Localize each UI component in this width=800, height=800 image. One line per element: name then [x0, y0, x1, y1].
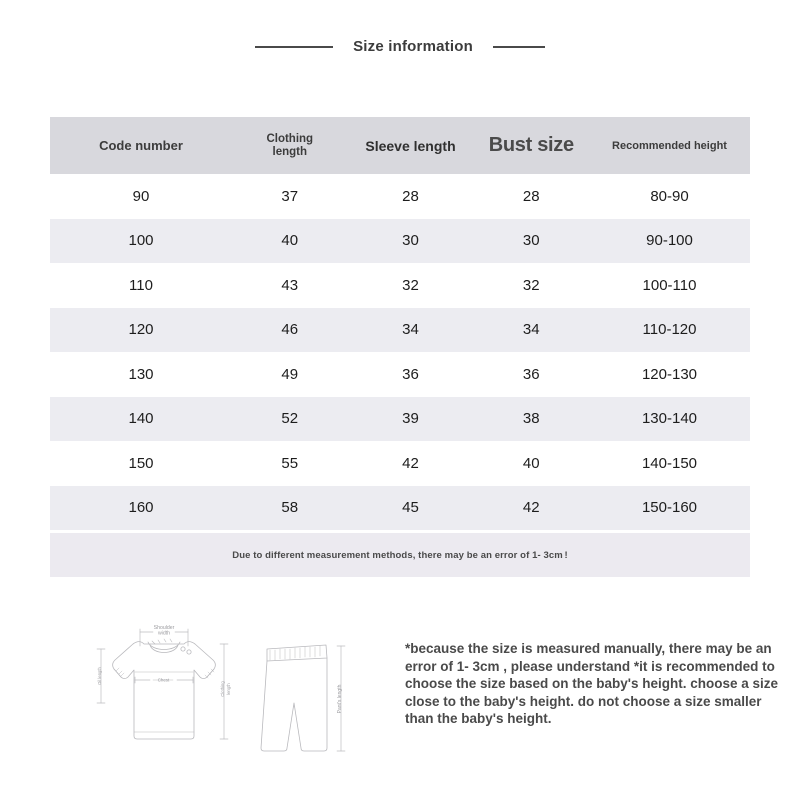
pants-illustration [261, 645, 327, 751]
cell-code-number: 120 [128, 321, 154, 339]
cell-sleeve-length: 28 [402, 187, 419, 205]
table-header-bust-size: Bust size [488, 134, 574, 156]
cell-clothing-length: 55 [281, 454, 299, 472]
cell-bust-size: 40 [522, 454, 540, 472]
table-row [50, 352, 750, 397]
measurement-note-text: Due to different measurement methods, there may be an error of 1- 3cm ! [232, 549, 568, 561]
diagram-label-clothing-length-line2: length [226, 683, 231, 695]
table-row [50, 441, 750, 486]
table-header-clothing-length-line1: Clothing [266, 132, 314, 145]
cell-bust-size: 42 [522, 499, 540, 517]
cell-code-number: 90 [132, 187, 150, 205]
cell-sleeve-length: 42 [402, 454, 419, 472]
cell-sleeve-length: 36 [402, 365, 419, 383]
cell-recommended-height: 140-150 [641, 454, 698, 472]
cell-code-number: 100 [128, 232, 154, 250]
measurement-note-bar [50, 533, 750, 577]
table-row [50, 263, 750, 308]
cell-sleeve-length: 39 [402, 410, 419, 428]
cell-bust-size: 34 [522, 321, 540, 339]
diagram-label-pants-length: Pant's length [337, 684, 343, 714]
cell-sleeve-length: 32 [402, 276, 419, 294]
cell-sleeve-length: 34 [402, 321, 419, 339]
title-rule-right [493, 46, 545, 48]
diagram-label-shoulder-width-line2: width [157, 630, 171, 637]
table-row [50, 219, 750, 264]
table-header-clothing-length [232, 133, 348, 159]
diagram-label-sleeve-length: Oil length [97, 667, 102, 685]
diagram-label-shoulder-width-line1: Shoulder [153, 625, 175, 631]
page-title: Size information [353, 38, 473, 55]
cell-recommended-height: 90-100 [646, 232, 693, 250]
table-header-recommended-height: Recommended height [612, 139, 727, 152]
table-row [50, 308, 750, 353]
size-table [50, 117, 750, 530]
table-header-code-number: Code number [99, 138, 183, 153]
cell-clothing-length: 46 [281, 321, 299, 339]
cell-bust-size: 38 [522, 410, 540, 428]
cell-clothing-length: 40 [281, 232, 299, 250]
page-title-row [0, 38, 800, 55]
cell-recommended-height: 130-140 [641, 410, 698, 428]
garment-diagrams [95, 608, 395, 768]
cell-clothing-length: 43 [281, 276, 299, 294]
cell-recommended-height: 110-120 [642, 321, 697, 339]
cell-bust-size: 36 [522, 365, 540, 383]
cell-code-number: 160 [128, 499, 154, 517]
table-row [50, 486, 750, 531]
cell-code-number: 140 [128, 410, 154, 428]
cell-code-number: 150 [128, 454, 154, 472]
sizing-disclaimer: *because the size is measured manually, there may be an error of 1- 3cm , please understand *it is recommended to choose the size based on the baby's height. choose a size close to the baby's height. do not choose a size smaller than the baby's height. [405, 641, 779, 727]
table-header-row [50, 117, 750, 174]
cell-recommended-height: 150-160 [641, 499, 698, 517]
bottom-section [50, 600, 779, 775]
cell-clothing-length: 37 [281, 187, 299, 205]
cell-code-number: 110 [129, 276, 153, 294]
table-header-sleeve-length: Sleeve length [365, 137, 456, 154]
garment-measurement-diagram [95, 608, 395, 768]
cell-clothing-length: 58 [281, 499, 299, 517]
table-header-clothing-length-line2: length [272, 145, 307, 158]
cell-code-number: 130 [128, 365, 154, 383]
cell-clothing-length: 52 [281, 410, 299, 428]
diagram-label-chest: Chest [157, 677, 170, 683]
title-rule-left [255, 46, 333, 48]
cell-recommended-height: 80-90 [650, 187, 689, 205]
shirt-illustration [113, 639, 216, 739]
cell-recommended-height: 120-130 [641, 365, 698, 383]
cell-bust-size: 30 [522, 232, 540, 250]
cell-sleeve-length: 45 [402, 499, 419, 517]
table-row [50, 174, 750, 219]
cell-bust-size: 32 [522, 276, 540, 294]
cell-bust-size: 28 [522, 187, 540, 205]
cell-sleeve-length: 30 [402, 232, 419, 250]
cell-recommended-height: 100-110 [642, 276, 697, 294]
cell-clothing-length: 49 [281, 365, 299, 383]
diagram-label-clothing-length-line1: Clothing [220, 681, 225, 697]
table-row [50, 397, 750, 442]
